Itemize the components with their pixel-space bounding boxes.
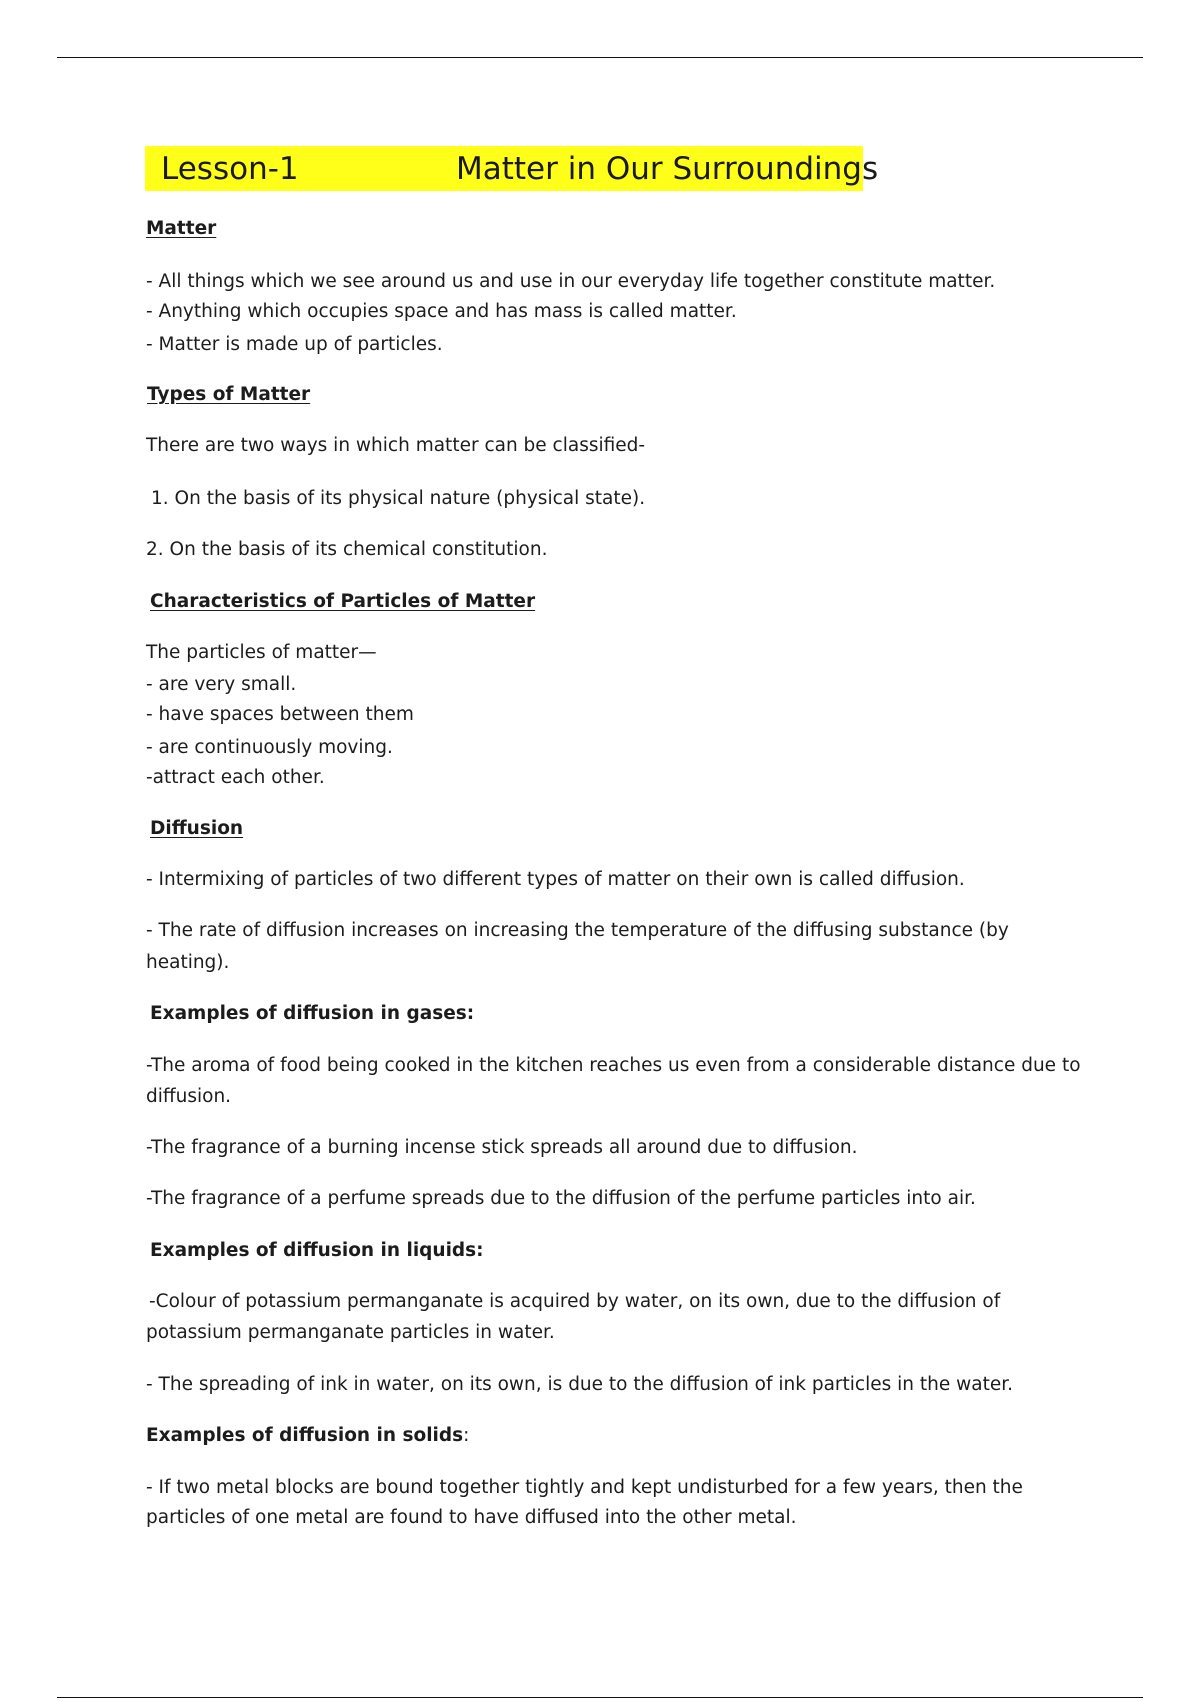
gases-example-1-line-1: -The aroma of food being cooked in the kitchen reaches us even from a considerable distance due to — [146, 1055, 1081, 1076]
matter-point-2: - Anything which occupies space and has mass is called matter. — [146, 301, 737, 322]
lesson-title: Matter in Our Surroundings — [456, 151, 879, 187]
types-item-2: 2. On the basis of its chemical constitution. — [146, 539, 548, 560]
characteristics-point-1: - are very small. — [146, 674, 297, 695]
matter-point-3: - Matter is made up of particles. — [146, 334, 443, 355]
matter-point-1: - All things which we see around us and use in our everyday life together constitute matter. — [146, 271, 996, 292]
lesson-number: Lesson-1 — [161, 151, 299, 187]
characteristics-point-4: -attract each other. — [146, 767, 325, 788]
diffusion-heading: Diffusion — [150, 818, 244, 839]
gases-heading: Examples of diffusion in gases: — [150, 1003, 475, 1024]
liquids-example-1-line-1: -Colour of potassium permanganate is acquired by water, on its own, due to the diffusion of — [149, 1291, 1001, 1312]
diffusion-rate-line-1: - The rate of diffusion increases on increasing the temperature of the diffusing substance (by — [146, 920, 1009, 941]
gases-example-2: -The fragrance of a burning incense stick spreads all around due to diffusion. — [146, 1137, 858, 1158]
characteristics-point-2: - have spaces between them — [146, 704, 414, 725]
solids-heading — [146, 1425, 469, 1447]
characteristics-intro: The particles of matter— — [146, 642, 377, 663]
solids-heading-colon: : — [463, 1425, 470, 1446]
gases-example-3: -The fragrance of a perfume spreads due to the diffusion of the perfume particles into air. — [146, 1188, 976, 1209]
top-rule — [57, 57, 1143, 58]
liquids-example-2: - The spreading of ink in water, on its own, is due to the diffusion of ink particles in the water. — [146, 1374, 1014, 1395]
solids-example-1-line-2: particles of one metal are found to have diffused into the other metal. — [146, 1507, 797, 1528]
types-intro: There are two ways in which matter can be classified- — [146, 435, 646, 456]
characteristics-heading: Characteristics of Particles of Matter — [150, 591, 536, 612]
gases-example-1-line-2: diffusion. — [146, 1086, 232, 1107]
solids-example-1-line-1: - If two metal blocks are bound together tightly and kept undisturbed for a few years, then the — [146, 1477, 1023, 1498]
diffusion-definition: - Intermixing of particles of two different types of matter on their own is called diffusion. — [146, 869, 965, 890]
lesson-title-banner — [145, 146, 879, 191]
diffusion-rate-line-2: heating). — [146, 952, 230, 973]
liquids-example-1-line-2: potassium permanganate particles in water. — [146, 1322, 555, 1343]
matter-heading: Matter — [146, 218, 217, 239]
liquids-heading: Examples of diffusion in liquids: — [150, 1240, 484, 1261]
types-item-1: 1. On the basis of its physical nature (physical state). — [151, 488, 646, 509]
bottom-rule — [57, 1697, 1143, 1698]
characteristics-point-3: - are continuously moving. — [146, 737, 393, 758]
solids-heading-text: Examples of diffusion in solids — [146, 1425, 464, 1446]
types-heading: Types of Matter — [147, 384, 311, 405]
